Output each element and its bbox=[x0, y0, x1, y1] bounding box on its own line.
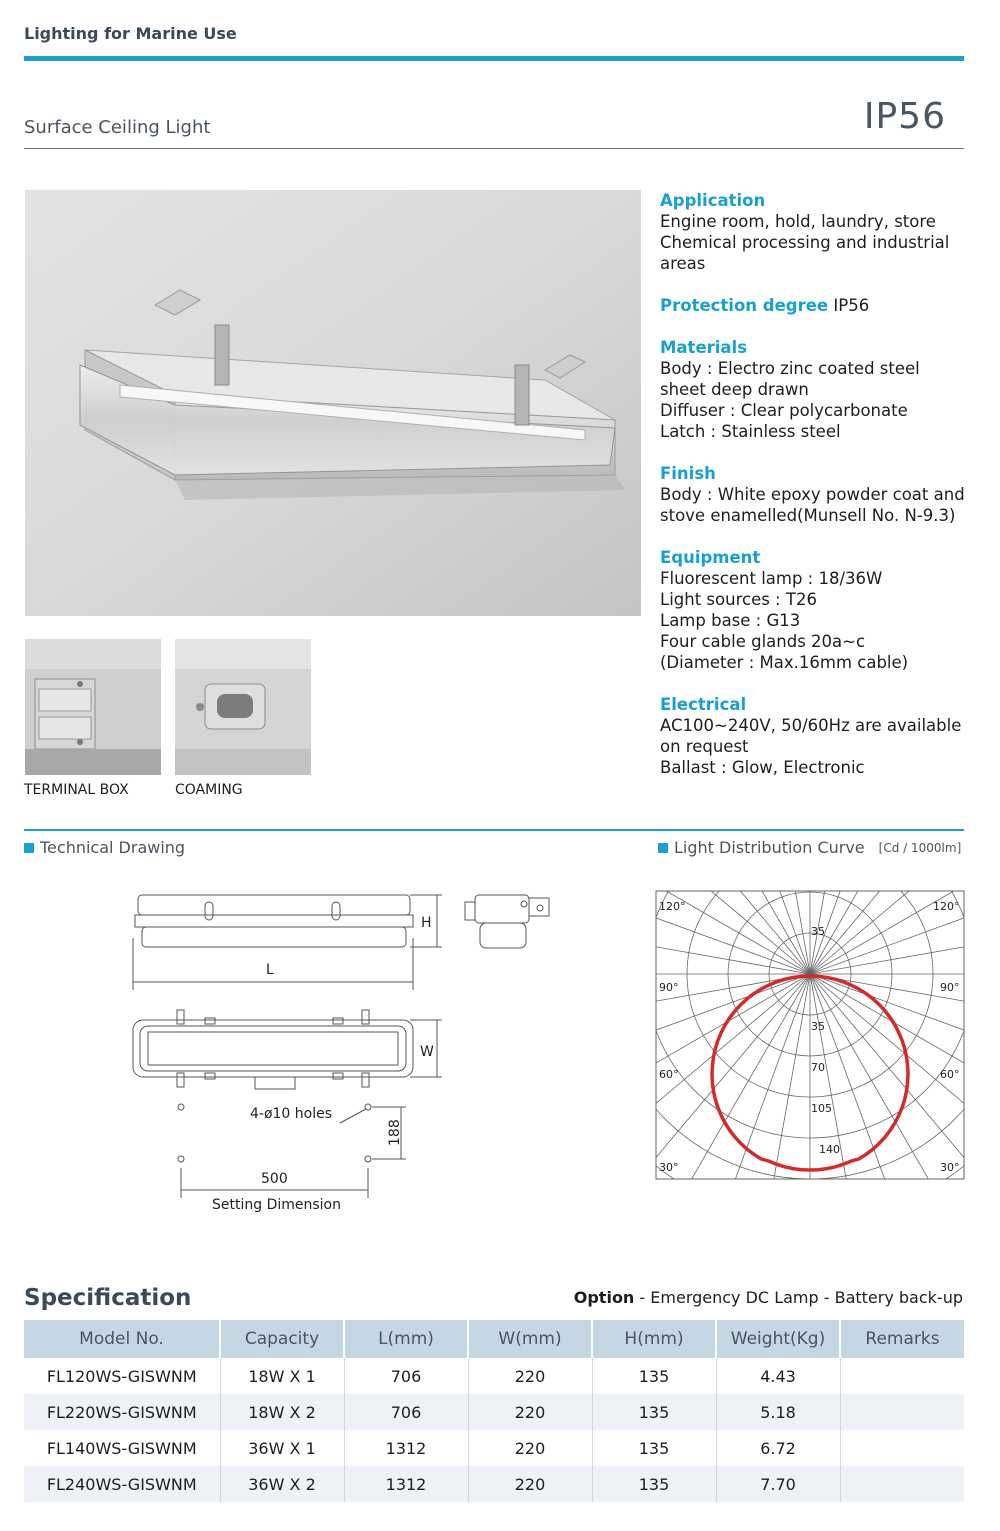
cell-weight: 4.43 bbox=[716, 1358, 840, 1394]
angle-90-right: 90° bbox=[940, 981, 960, 994]
technical-drawing-title: Technical Drawing bbox=[40, 838, 186, 857]
equipment-block bbox=[660, 547, 970, 673]
angle-120-right: 120° bbox=[933, 900, 960, 913]
col-model: Model No. bbox=[24, 1320, 220, 1358]
equipment-line: Lamp base : G13 bbox=[660, 611, 801, 630]
cell-model: FL120WS-GISWNM bbox=[24, 1358, 220, 1394]
equipment-heading: Equipment bbox=[660, 548, 761, 567]
terminal-box-photo bbox=[25, 639, 161, 775]
cell-capacity: 36W X 2 bbox=[220, 1466, 344, 1502]
materials-line: Body : Electro zinc coated steel sheet deep drawn bbox=[660, 359, 920, 399]
materials-line: Diffuser : Clear polycarbonate bbox=[660, 401, 908, 420]
option-label: Option bbox=[573, 1288, 635, 1307]
col-weight: Weight(Kg) bbox=[716, 1320, 840, 1358]
bullet-square-icon bbox=[658, 843, 668, 853]
radial-35: 35 bbox=[811, 1020, 825, 1033]
title-divider bbox=[24, 148, 964, 149]
radial-35-top: 35 bbox=[811, 925, 825, 938]
cell-width: 220 bbox=[468, 1358, 592, 1394]
label-l: L bbox=[266, 962, 274, 978]
cell-length: 1312 bbox=[344, 1430, 468, 1466]
application-heading: Application bbox=[660, 191, 766, 210]
radial-70: 70 bbox=[811, 1061, 825, 1074]
col-length: L(mm) bbox=[344, 1320, 468, 1358]
angle-120-left: 120° bbox=[659, 900, 686, 913]
application-line: Engine room, hold, laundry, store bbox=[660, 212, 936, 231]
materials-line: Latch : Stainless steel bbox=[660, 422, 841, 441]
cell-length: 706 bbox=[344, 1394, 468, 1430]
cell-remarks bbox=[840, 1358, 964, 1394]
equipment-line: Fluorescent lamp : 18/36W bbox=[660, 569, 883, 588]
cell-height: 135 bbox=[592, 1394, 716, 1430]
angle-60-right: 60° bbox=[940, 1068, 960, 1081]
cell-height: 135 bbox=[592, 1466, 716, 1502]
label-holes: 4-ø10 holes bbox=[250, 1106, 333, 1122]
col-remarks: Remarks bbox=[840, 1320, 964, 1358]
table-row bbox=[24, 1466, 964, 1502]
cell-width: 220 bbox=[468, 1394, 592, 1430]
materials-block bbox=[660, 337, 970, 442]
option-note bbox=[574, 1288, 963, 1307]
table-row bbox=[24, 1394, 964, 1430]
category-title: Lighting for Marine Use bbox=[24, 24, 237, 43]
cell-height: 135 bbox=[592, 1358, 716, 1394]
table-header-row bbox=[24, 1320, 964, 1358]
light-distribution-title: Light Distribution Curve bbox=[674, 838, 865, 857]
light-distribution-chart bbox=[655, 890, 965, 1180]
cell-length: 1312 bbox=[344, 1466, 468, 1502]
cell-remarks bbox=[840, 1430, 964, 1466]
col-height: H(mm) bbox=[592, 1320, 716, 1358]
electrical-heading: Electrical bbox=[660, 695, 747, 714]
cell-remarks bbox=[840, 1394, 964, 1430]
header-divider bbox=[24, 56, 964, 61]
radial-105: 105 bbox=[811, 1102, 832, 1115]
table-row bbox=[24, 1430, 964, 1466]
materials-heading: Materials bbox=[660, 338, 748, 357]
protection-value: IP56 bbox=[833, 296, 870, 315]
finish-heading: Finish bbox=[660, 464, 716, 483]
protection-heading: Protection degree bbox=[660, 296, 829, 315]
cell-weight: 6.72 bbox=[716, 1430, 840, 1466]
cell-capacity: 18W X 1 bbox=[220, 1358, 344, 1394]
angle-30-left: 30° bbox=[659, 1161, 679, 1174]
label-w: W bbox=[420, 1044, 434, 1060]
coaming-photo bbox=[175, 639, 311, 775]
cell-weight: 5.18 bbox=[716, 1394, 840, 1430]
technical-drawing bbox=[120, 880, 580, 1220]
equipment-line: Light sources : T26 bbox=[660, 590, 817, 609]
bullet-square-icon bbox=[24, 843, 34, 853]
light-distribution-heading bbox=[658, 838, 961, 857]
section-divider bbox=[24, 829, 964, 831]
specification-table bbox=[24, 1320, 964, 1502]
specification-title: Specification bbox=[24, 1285, 192, 1311]
cell-remarks bbox=[840, 1466, 964, 1502]
angle-60-left: 60° bbox=[659, 1068, 679, 1081]
table-row bbox=[24, 1358, 964, 1394]
cell-height: 135 bbox=[592, 1430, 716, 1466]
cell-weight: 7.70 bbox=[716, 1466, 840, 1502]
angle-90-left: 90° bbox=[659, 981, 679, 994]
page-title: Surface Ceiling Light bbox=[24, 117, 211, 138]
product-photo bbox=[25, 190, 641, 616]
cell-model: FL220WS-GISWNM bbox=[24, 1394, 220, 1430]
cell-model: FL140WS-GISWNM bbox=[24, 1430, 220, 1466]
cell-capacity: 18W X 2 bbox=[220, 1394, 344, 1430]
angle-30-right: 30° bbox=[940, 1161, 960, 1174]
light-unit: [Cd / 1000lm] bbox=[878, 840, 962, 855]
label-h: H bbox=[421, 915, 432, 931]
electrical-block bbox=[660, 694, 970, 778]
col-width: W(mm) bbox=[468, 1320, 592, 1358]
radial-140: 140 bbox=[819, 1143, 840, 1156]
cell-capacity: 36W X 1 bbox=[220, 1430, 344, 1466]
label-188: 188 bbox=[387, 1119, 403, 1146]
cell-width: 220 bbox=[468, 1466, 592, 1502]
cell-width: 220 bbox=[468, 1430, 592, 1466]
protection-block bbox=[660, 295, 970, 316]
cell-model: FL240WS-GISWNM bbox=[24, 1466, 220, 1502]
label-setting-dimension: Setting Dimension bbox=[212, 1197, 341, 1213]
coaming-label: COAMING bbox=[175, 782, 243, 798]
technical-drawing-heading bbox=[24, 838, 185, 857]
electrical-line: AC100~240V, 50/60Hz are available on request bbox=[660, 716, 962, 756]
terminal-box-label: TERMINAL BOX bbox=[24, 782, 129, 798]
equipment-line: Four cable glands 20a~c bbox=[660, 632, 866, 651]
application-block bbox=[660, 190, 970, 274]
col-capacity: Capacity bbox=[220, 1320, 344, 1358]
finish-block bbox=[660, 463, 970, 526]
label-500: 500 bbox=[261, 1171, 288, 1187]
equipment-line: (Diameter : Max.16mm cable) bbox=[660, 653, 909, 672]
finish-line: Body : White epoxy powder coat and stove enamelled(Munsell No. N-9.3) bbox=[660, 485, 965, 525]
option-text: - Emergency DC Lamp - Battery back-up bbox=[639, 1288, 963, 1307]
application-line: Chemical processing and industrial areas bbox=[660, 233, 950, 273]
cell-length: 706 bbox=[344, 1358, 468, 1394]
spec-list bbox=[660, 190, 970, 799]
ip-rating: IP56 bbox=[863, 96, 946, 137]
electrical-line: Ballast : Glow, Electronic bbox=[660, 758, 865, 777]
